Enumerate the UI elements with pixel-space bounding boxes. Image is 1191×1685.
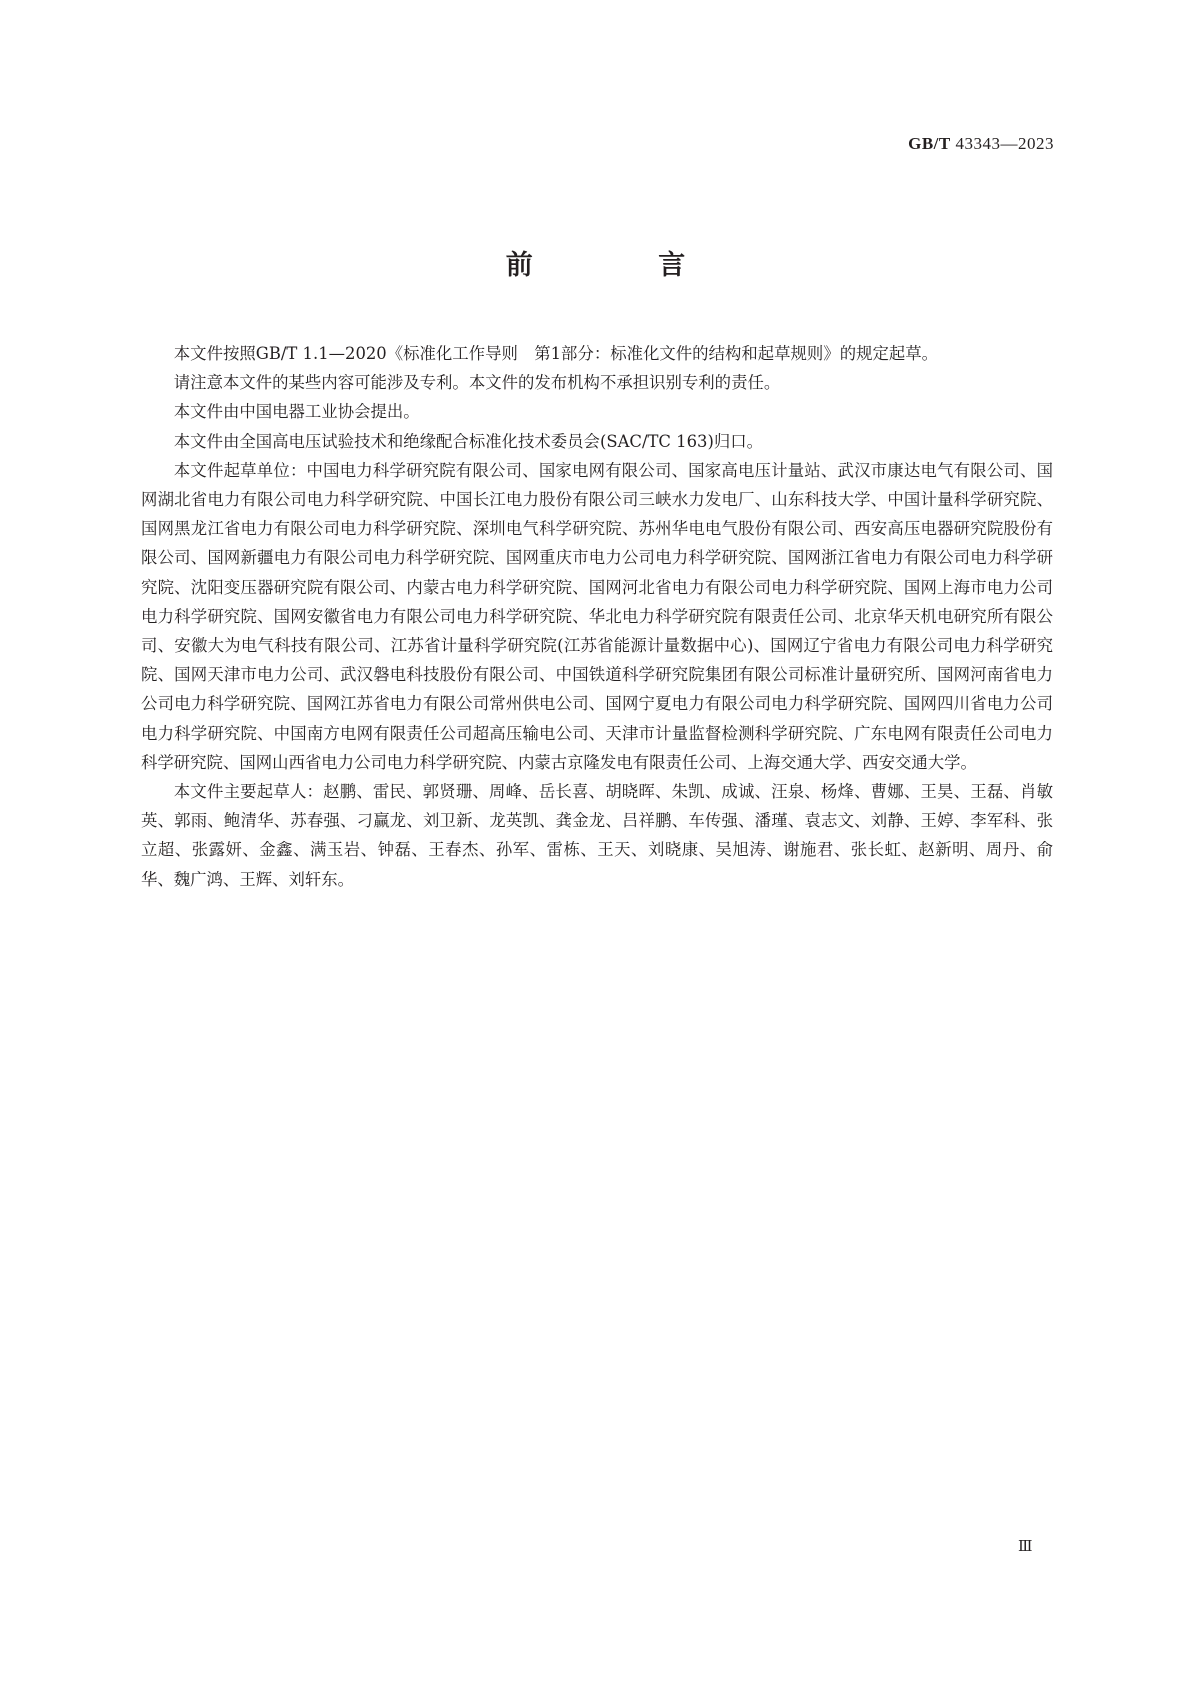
paragraph-proposed-by: 本文件由中国电器工业协会提出。: [173, 402, 420, 422]
page-title: 前 言: [505, 250, 744, 281]
foreword-body: [141, 339, 1053, 894]
paragraph-patent-notice: 请注意本文件的某些内容可能涉及专利。本文件的发布机构不承担识别专利的责任。: [173, 373, 781, 393]
paragraph-under-jurisdiction: 本文件由全国高电压试验技术和绝缘配合标准化技术委员会(SAC/TC 163)归口。: [173, 431, 764, 451]
paragraph-drafting-organizations: 本文件起草单位：中国电力科学研究院有限公司、国家电网有限公司、国家高电压计量站、武汉市康达电气有限公司、国网湖北省电力有限公司电力科学研究院、中国长江电力股份有限公司三峡水力发电厂、山东科技大学、中国计量科学研究院、国网黑龙江省电力有限公司电力科学研究院、深圳电气科学研究院、苏州华电电气股份有限公司、西安高压电器研究院股份有限公司、国网新疆电力有限公司电力科学研究院、国网重庆市电力公司电力科学研究院、国网浙江省电力有限公司电力科学研究院、沈阳变压器研究院有限公司、内蒙古电力科学研究院、国网河北省电力有限公司电力科学研究院、国网上海市电力公司电力科学研究院、国网安徽省电力有限公司电力科学研究院、华北电力科学研究院有限责任公司、北京华天机电研究所有限公司、安徽大为电气科技有限公司、江苏省计量科学研究院(江苏省能源计量数据中心)、国网辽宁省电力有限公司电力科学研究院、国网天津市电力公司、武汉磐电科技股份有限公司、中国铁道科学研究院集团有限公司标准计量研究所、国网河南省电力公司电力科学研究院、国网江苏省电力有限公司常州供电公司、国网宁夏电力有限公司电力科学研究院、国网四川省电力公司电力科学研究院、中国南方电网有限责任公司超高压输电公司、天津市计量监督检测科学研究院、广东电网有限责任公司电力科学研究院、国网山西省电力公司电力科学研究院、内蒙古京隆发电有限责任公司、上海交通大学、西安交通大学。: [141, 460, 1053, 772]
standard-code: GB/T: [908, 134, 951, 153]
standard-number: [908, 134, 1054, 154]
standard-year-number: 43343—2023: [955, 134, 1054, 153]
paragraph-drafting-rules: 本文件按照GB/T 1.1—2020《标准化工作导则 第1部分：标准化文件的结构和起草规则》的规定起草。: [173, 344, 939, 363]
paragraph-main-drafters: 本文件主要起草人：赵鹏、雷民、郭贤珊、周峰、岳长喜、胡晓晖、朱凯、成诚、汪泉、杨烽、曹娜、王昊、王磊、肖敏英、郭雨、鲍清华、苏春强、刁赢龙、刘卫新、龙英凯、龚金龙、吕祥鹏、车传强、潘瑾、袁志文、刘静、王婷、李军科、张立超、张露妍、金鑫、满玉岩、钟磊、王春杰、孙军、雷栋、王天、刘晓康、吴旭涛、谢施君、张长虹、赵新明、周丹、俞华、魏广鸿、王辉、刘轩东。: [141, 782, 1053, 889]
page-number: Ⅲ: [1018, 1539, 1033, 1555]
